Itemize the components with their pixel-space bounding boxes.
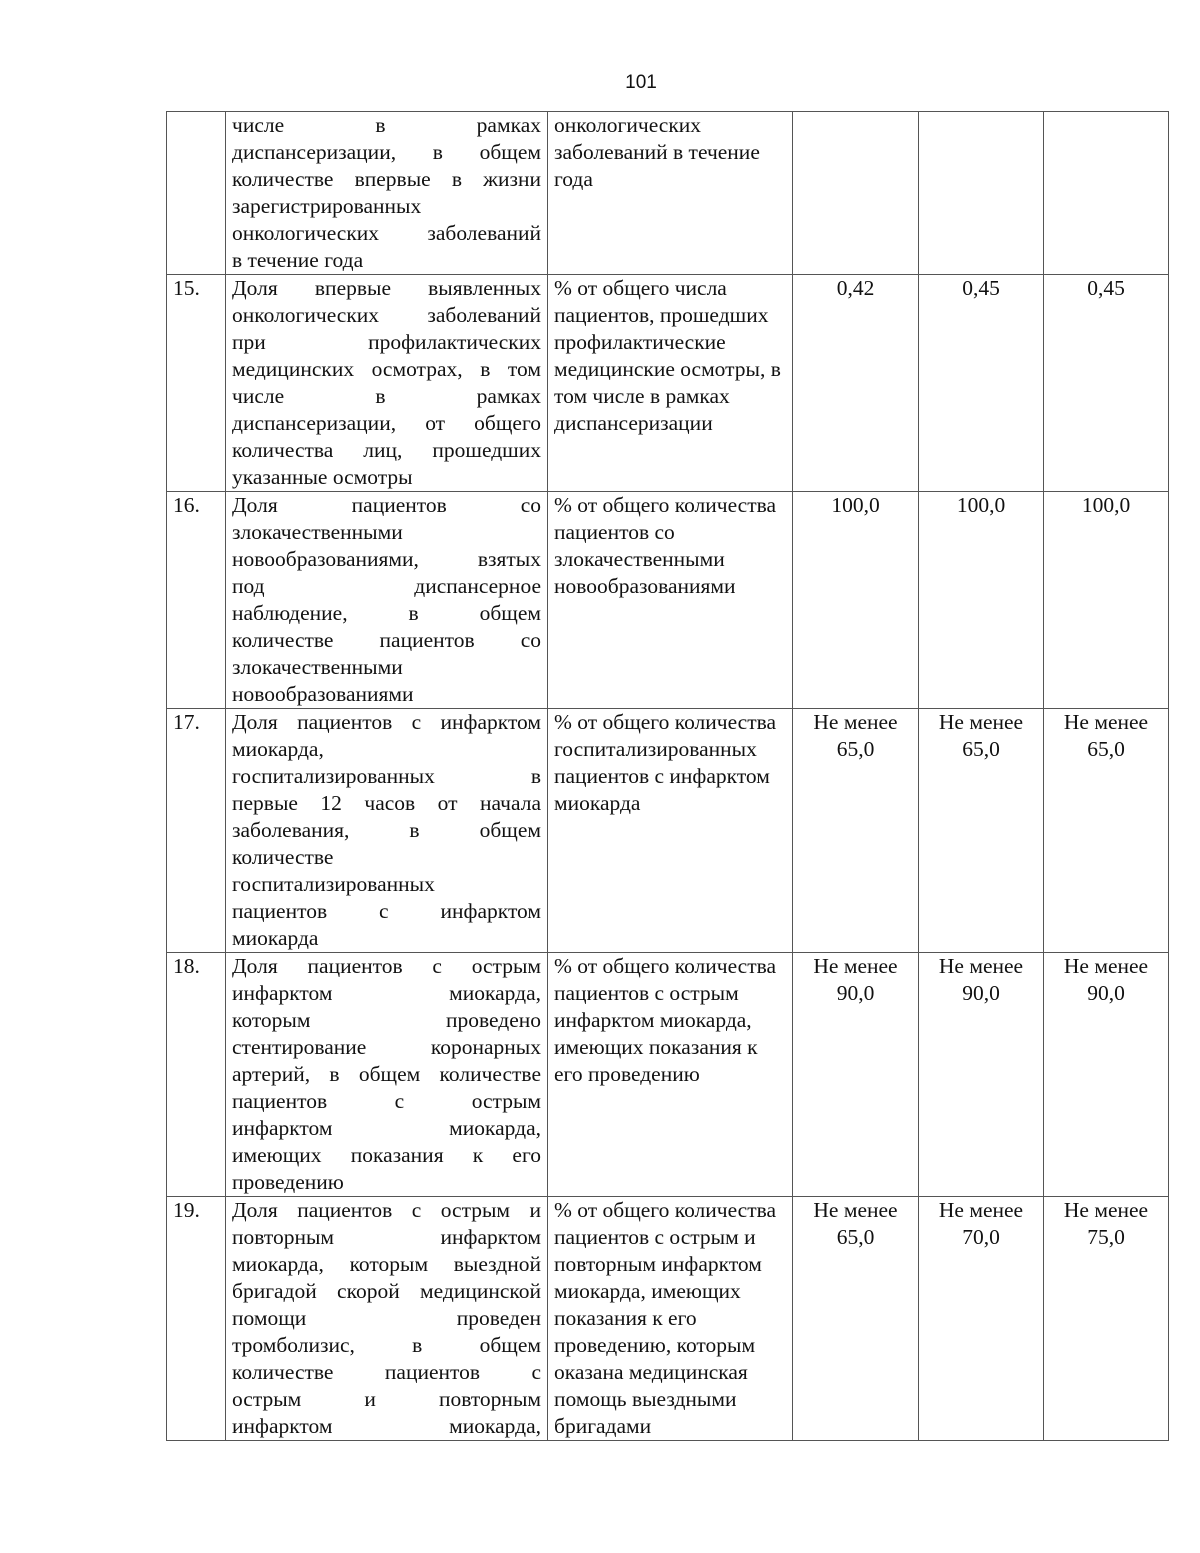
unit-of-measure: % от общего количества пациентов со злокачественными новообразованиями bbox=[548, 492, 793, 709]
indicator-name-line: инфарктом миокарда, bbox=[232, 1414, 541, 1438]
page-number: 101 bbox=[625, 72, 657, 93]
table-row bbox=[167, 492, 1169, 709]
value-cell: 100,0 bbox=[919, 492, 1044, 709]
indicator-name bbox=[226, 112, 548, 275]
indicator-name-line: помощи проведен bbox=[232, 1306, 541, 1330]
indicator-name-line: тромболизис, в общем bbox=[232, 1333, 541, 1357]
indicator-name-line: в течение года bbox=[232, 248, 364, 272]
indicator-name-line: при профилактических bbox=[232, 330, 541, 354]
indicator-name-line: первые 12 часов от начала bbox=[232, 791, 541, 815]
indicator-name-line: злокачественными bbox=[232, 655, 403, 679]
unit-of-measure: % от общего количества госпитализированных пациентов с инфарктом миокарда bbox=[548, 709, 793, 953]
indicators-table bbox=[166, 111, 1169, 1441]
row-number: 16. bbox=[167, 492, 226, 709]
unit-of-measure: онкологических заболеваний в течение года bbox=[548, 112, 793, 275]
indicator-name-line: медицинских осмотрах, в том bbox=[232, 357, 541, 381]
indicator-name-line: госпитализированных в bbox=[232, 764, 541, 788]
value-cell: 0,45 bbox=[919, 275, 1044, 492]
value-cell bbox=[919, 112, 1044, 275]
indicator-name bbox=[226, 1197, 548, 1441]
value-cell: 0,42 bbox=[793, 275, 919, 492]
value-cell: 100,0 bbox=[1044, 492, 1169, 709]
indicator-name bbox=[226, 492, 548, 709]
indicator-name-line: заболевания, в общем bbox=[232, 818, 541, 842]
value-cell: Не менее 70,0 bbox=[919, 1197, 1044, 1441]
indicator-name-line: миокарда, которым выездной bbox=[232, 1252, 541, 1276]
table-row bbox=[167, 275, 1169, 492]
indicator-name-line: пациентов с острым bbox=[232, 1089, 541, 1113]
indicator-name-line: повторным инфарктом bbox=[232, 1225, 541, 1249]
value-cell: Не менее 90,0 bbox=[919, 953, 1044, 1197]
indicator-name-line: имеющих показания к его bbox=[232, 1143, 541, 1167]
indicator-name-line: количестве впервые в жизни bbox=[232, 167, 541, 191]
indicator-name-line: онкологических заболеваний bbox=[232, 303, 541, 327]
unit-of-measure: % от общего числа пациентов, прошедших профилактические медицинские осмотры, в том числе в рамках диспансеризации bbox=[548, 275, 793, 492]
indicator-name-line: острым и повторным bbox=[232, 1387, 541, 1411]
indicator-name bbox=[226, 709, 548, 953]
unit-of-measure: % от общего количества пациентов с острым инфарктом миокарда, имеющих показания к его проведению bbox=[548, 953, 793, 1197]
indicator-name-line: Доля пациентов с острым bbox=[232, 954, 541, 978]
value-cell: Не менее 65,0 bbox=[793, 1197, 919, 1441]
value-cell: Не менее 65,0 bbox=[793, 709, 919, 953]
indicator-name-line: Доля пациентов с острым и bbox=[232, 1198, 541, 1222]
indicator-name-line: злокачественными bbox=[232, 520, 403, 544]
value-cell: 100,0 bbox=[793, 492, 919, 709]
indicator-name-line: указанные осмотры bbox=[232, 465, 413, 489]
indicator-name-line: количестве пациентов с bbox=[232, 1360, 541, 1384]
indicator-name-line: инфарктом миокарда, bbox=[232, 1116, 541, 1140]
value-cell: 0,45 bbox=[1044, 275, 1169, 492]
row-number: 18. bbox=[167, 953, 226, 1197]
indicator-name-line: проведению bbox=[232, 1170, 344, 1194]
value-cell bbox=[1044, 112, 1169, 275]
indicator-name-line: Доля пациентов со bbox=[232, 493, 541, 517]
indicator-name-line: диспансеризации, в общем bbox=[232, 140, 541, 164]
row-number: 19. bbox=[167, 1197, 226, 1441]
indicator-name-line: миокарда, bbox=[232, 737, 324, 761]
value-cell bbox=[793, 112, 919, 275]
indicator-name-line: наблюдение, в общем bbox=[232, 601, 541, 625]
indicator-name-line: Доля пациентов с инфарктом bbox=[232, 710, 541, 734]
table-row bbox=[167, 112, 1169, 275]
indicator-name-line: инфарктом миокарда, bbox=[232, 981, 541, 1005]
row-number bbox=[167, 112, 226, 275]
indicator-name-line: числе в рамках bbox=[232, 384, 541, 408]
indicator-name-line: артерий, в общем количестве bbox=[232, 1062, 541, 1086]
table-row bbox=[167, 953, 1169, 1197]
indicator-name-line: которым проведено bbox=[232, 1008, 541, 1032]
indicator-name-line: количества лиц, прошедших bbox=[232, 438, 541, 462]
unit-of-measure: % от общего количества пациентов с острым и повторным инфарктом миокарда, имеющих показания к его проведению, которым оказана медицинская помощь выездными бригадами bbox=[548, 1197, 793, 1441]
indicator-name-line: госпитализированных bbox=[232, 872, 435, 896]
value-cell: Не менее 65,0 bbox=[1044, 709, 1169, 953]
indicator-name bbox=[226, 953, 548, 1197]
indicator-name-line: новообразованиями, взятых bbox=[232, 547, 541, 571]
table-row bbox=[167, 709, 1169, 953]
value-cell: Не менее 75,0 bbox=[1044, 1197, 1169, 1441]
indicator-name-line: количестве bbox=[232, 845, 334, 869]
indicator-name-line: онкологических заболеваний bbox=[232, 221, 541, 245]
row-number: 15. bbox=[167, 275, 226, 492]
indicator-name-line: числе в рамках bbox=[232, 113, 541, 137]
indicator-name-line: пациентов с инфарктом bbox=[232, 899, 541, 923]
indicator-name-line: количестве пациентов со bbox=[232, 628, 541, 652]
indicator-name-line: миокарда bbox=[232, 926, 319, 950]
row-number: 17. bbox=[167, 709, 226, 953]
indicator-name-line: Доля впервые выявленных bbox=[232, 276, 541, 300]
indicator-name-line: бригадой скорой медицинской bbox=[232, 1279, 541, 1303]
value-cell: Не менее 65,0 bbox=[919, 709, 1044, 953]
indicator-name bbox=[226, 275, 548, 492]
indicator-name-line: диспансеризации, от общего bbox=[232, 411, 541, 435]
indicator-name-line: зарегистрированных bbox=[232, 194, 422, 218]
value-cell: Не менее 90,0 bbox=[1044, 953, 1169, 1197]
indicator-name-line: новообразованиями bbox=[232, 682, 414, 706]
value-cell: Не менее 90,0 bbox=[793, 953, 919, 1197]
indicator-name-line: под диспансерное bbox=[232, 574, 541, 598]
indicator-name-line: стентирование коронарных bbox=[232, 1035, 541, 1059]
table-row bbox=[167, 1197, 1169, 1441]
